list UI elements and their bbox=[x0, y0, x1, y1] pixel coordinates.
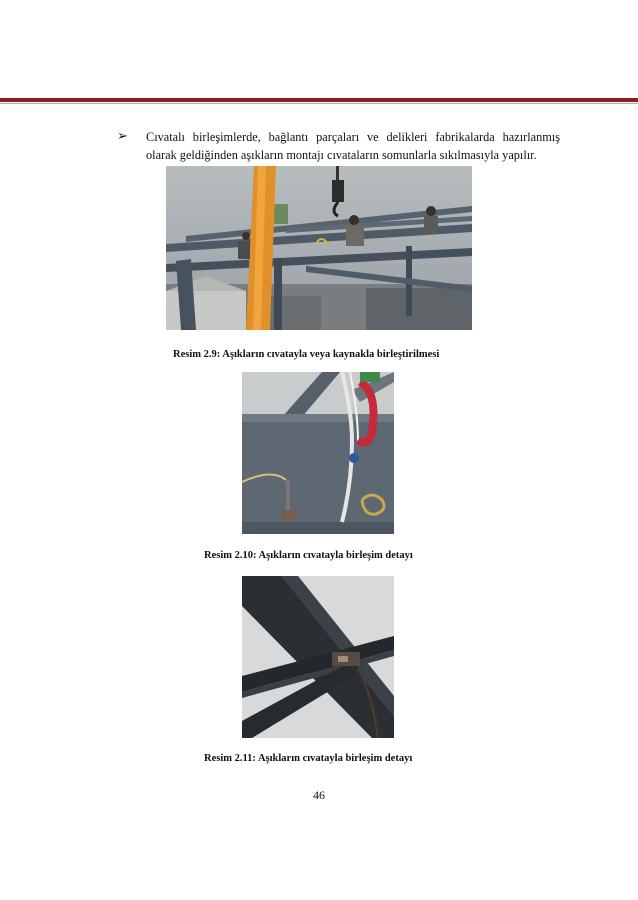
body-paragraph: Cıvatalı birleşimlerde, bağlantı parçaları ve delikleri fabrikalarda hazırlanmış olarak geldiğinden aşıkların montajı cıvataların somunlarla sıkılmasıyla yapılır. bbox=[146, 130, 560, 162]
page-number: 46 bbox=[313, 788, 325, 802]
figure-caption-2-9: Resim 2.9: Aşıkların cıvatayla veya kaynakla birleştirilmesi bbox=[173, 349, 440, 360]
steel-beam-bolt-photo bbox=[242, 372, 394, 534]
steel-joint-detail-photo bbox=[242, 576, 394, 738]
steel-frame-workers-photo bbox=[166, 166, 472, 330]
header-rule bbox=[0, 98, 638, 102]
figure-caption-2-10: Resim 2.10: Aşıkların cıvatayla birleşim detayı bbox=[204, 550, 413, 561]
figure-caption-2-11: Resim 2.11: Aşıkların cıvatayla birleşim detayı bbox=[204, 753, 413, 764]
header-rule-shadow bbox=[0, 103, 638, 104]
bullet-arrow-icon: ➢ bbox=[117, 129, 128, 144]
